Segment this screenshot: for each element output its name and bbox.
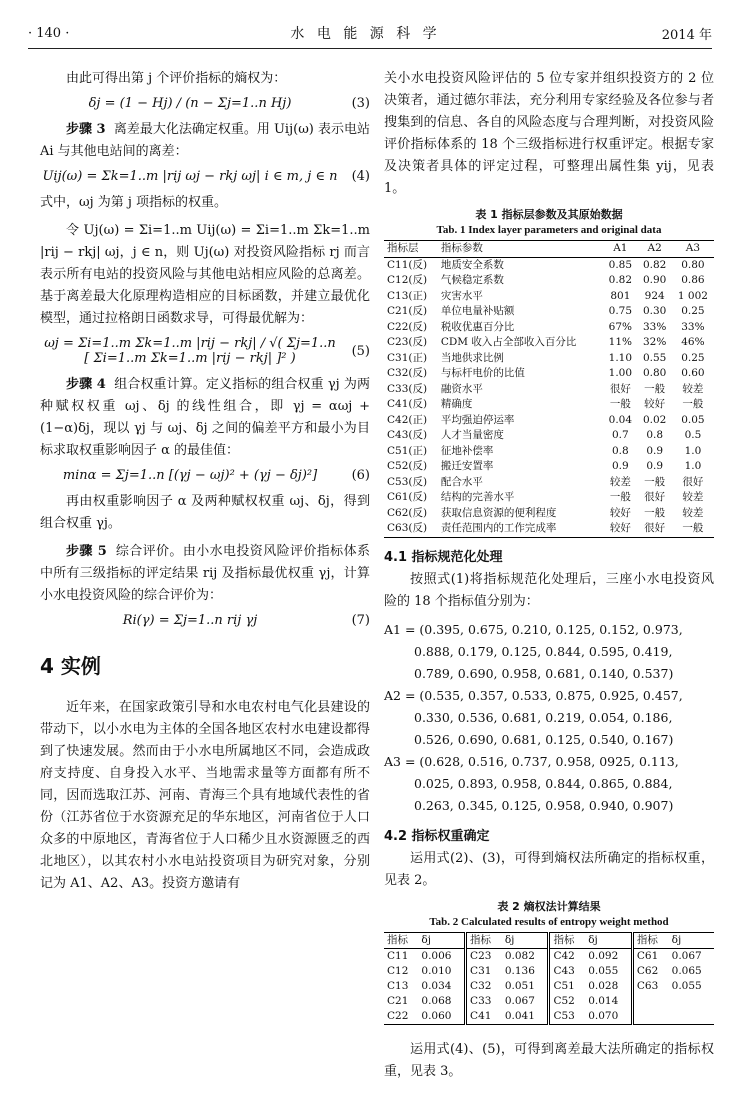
table-cell: 0.136 [504, 964, 535, 977]
step-text: 综合评价。由小水电投资风险评价指标体系中所有三级指标的评定结果 rij 及指标最优权重 γj，计算小水电投资风险的综合评价为： [40, 544, 370, 603]
table-cell: C21(反) [387, 305, 428, 317]
table-row [384, 289, 714, 305]
table-cell: 1.10 [608, 351, 633, 364]
vector-A2 [384, 685, 714, 751]
vector-line: 0.789, 0.690, 0.958, 0.681, 0.140, 0.537) [414, 665, 674, 681]
table-header: 指标层 [387, 242, 419, 254]
table-cell: 1.0 [684, 444, 702, 457]
equation-body: Uij(ω) = Σk=1..m |rij ωj − rkj ωj| i ∈ m, j ∈ n [42, 169, 338, 184]
table-cell: 一般 [644, 506, 666, 519]
table-row [384, 506, 714, 522]
table-2 [384, 932, 714, 1025]
table-cell: C52(反) [387, 460, 428, 472]
step-3 [40, 119, 370, 163]
table-header-row [384, 241, 714, 258]
table-header: 指标 [549, 932, 585, 948]
table-cell: 当地供求比例 [440, 351, 504, 364]
table-cell: 一般 [609, 491, 631, 503]
equation-body: minα = Σj=1..n [(γj − ωj)² + (γj − δj)²] [62, 468, 318, 483]
table-cell: C41(反) [387, 398, 428, 410]
paragraph: 由此可得出第 j 个评价指标的熵权为： [66, 71, 287, 86]
table-cell: 0.070 [588, 1009, 619, 1022]
table-cell: 0.7 [612, 429, 629, 441]
equation-number: (7) [351, 613, 370, 628]
table-cell [632, 994, 668, 1009]
table-cell: 很好 [644, 491, 666, 503]
table-cell: 0.8 [612, 444, 629, 457]
equation-number: (4) [351, 169, 370, 184]
table-row [384, 320, 714, 336]
table-cell: 0.006 [421, 949, 452, 962]
table-cell: C33 [466, 994, 502, 1009]
table-cell: 0.028 [588, 979, 619, 992]
table-cell: C23(反) [387, 336, 428, 348]
table-cell: 1 002 [677, 289, 708, 302]
table-cell: C33(反) [387, 382, 428, 395]
table-cell: C11(反) [387, 258, 428, 271]
table-cell [669, 994, 714, 1009]
vector-line: 0.263, 0.345, 0.125, 0.958, 0.940, 0.907) [414, 797, 674, 813]
paragraph: 运用式(2)、(3)，可得到熵权法所确定的指标权重，见表 2。 [384, 850, 714, 888]
table-cell: 很好 [609, 382, 631, 395]
table-cell: 0.068 [421, 994, 452, 1007]
table-row [384, 304, 714, 320]
step-text: 离差最大化法确定权重。用 Uij(ω) 表示电站 Ai 与其他电站间的离差： [40, 122, 370, 159]
step-5 [40, 541, 370, 607]
table-cell: 33% [643, 320, 667, 333]
table-cell [632, 1009, 668, 1025]
paragraph: 按照式(1)将指标规范化处理后，三座小水电投资风险的 18 个指标值分别为： [384, 571, 714, 609]
table-2-caption-en: Tab. 2 Calculated results of entropy weight method [429, 915, 669, 928]
equation-number: (5) [351, 343, 370, 359]
table-cell: 人才当量密度 [440, 429, 504, 441]
table-cell: 0.86 [681, 274, 705, 286]
table-cell: C22 [387, 1009, 409, 1022]
step-text: 组合权重计算。定义指标的组合权重 γj 为两种赋权权重 ωj、δj 的线性组合，即 γj = αωj + (1−α)δj，现以 γj 与 ωj、δj 之间的偏差平方和最小为目标求取权重影响因子 α 的最佳值： [40, 377, 371, 458]
table-row [384, 366, 714, 382]
paragraph: 关小水电投资风险评估的 5 位专家并组织投资方的 2 位决策者，通过德尔菲法，充分利用专家经验及各位参与者搜集到的信息、各自的风险态度与合理判断，对投资风险评价指标体系的 18 个三级指标进行权重评定。根据专家及决策者具体的评定过程，可整理出属性集 yij，见表 1。 [384, 71, 714, 196]
table-cell: C32(反) [387, 367, 428, 379]
equation-number: (6) [351, 468, 370, 483]
table-cell: 0.051 [504, 979, 535, 992]
table-cell: 较差 [682, 382, 704, 395]
table-cell: 责任范围内的工作完成率 [440, 522, 557, 534]
table-cell: 0.60 [681, 367, 705, 379]
table-cell: C22(反) [387, 320, 428, 333]
vector-A3 [384, 751, 714, 817]
table-cell: 0.5 [684, 429, 702, 441]
table-cell: C11 [387, 949, 409, 962]
table-cell: C63(反) [387, 522, 428, 534]
table-header: δj [421, 933, 431, 946]
table-cell: 平均强迫停运率 [440, 413, 515, 426]
equation-6 [40, 468, 370, 483]
left-column [40, 68, 370, 901]
equation-7 [40, 613, 370, 628]
table-cell: 0.9 [646, 460, 664, 472]
table-row [384, 979, 714, 994]
table-cell: C43(反) [387, 429, 428, 441]
vector-line: A2 = (0.535, 0.357, 0.533, 0.875, 0.925, 0.457, [384, 687, 683, 703]
table-cell: 单位电量补贴额 [440, 305, 515, 317]
table-cell: 1.00 [608, 367, 633, 379]
table-cell: C41 [466, 1009, 502, 1025]
equation-body: Ri(γ) = Σj=1..n rij γj [122, 613, 258, 628]
right-column [384, 68, 714, 1089]
equation-number: (3) [351, 96, 370, 111]
table-1-caption-cn: 表 1 指标层参数及其原始数据 [475, 208, 623, 221]
table-cell: 地质安全系数 [440, 258, 504, 271]
table-cell: 0.010 [421, 964, 452, 977]
table-2-caption-cn: 表 2 熵权法计算结果 [497, 899, 601, 913]
paragraph: 运用式(4)、(5)，可得到离差最大法所确定的指标权重，见表 3。 [384, 1041, 714, 1079]
journal-name: 水 电 能 源 科 学 [290, 26, 441, 42]
table-cell: 0.060 [421, 1009, 452, 1022]
step-4 [40, 374, 370, 462]
table-cell: 33% [681, 320, 705, 333]
table-cell: 融资水平 [440, 382, 483, 395]
table-cell: 1.0 [684, 460, 702, 472]
table-row [384, 948, 714, 964]
table-cell: 灾害水平 [440, 289, 483, 302]
table-cell: 较好 [609, 522, 631, 534]
table-header: 指标 [387, 933, 408, 946]
table-cell: 0.25 [681, 305, 705, 317]
equation-body: δj = (1 − Hj) / (n − Σj=1..n Hj) [88, 96, 292, 111]
table-cell: 924 [644, 289, 665, 302]
vector-A1 [384, 619, 714, 685]
table-cell: 0.30 [642, 305, 667, 317]
vector-line: 0.888, 0.179, 0.125, 0.844, 0.595, 0.419, [414, 643, 673, 659]
table-cell: 较差 [609, 475, 631, 488]
table-cell: C12 [387, 964, 409, 977]
table-header: δj [504, 933, 515, 946]
table-row [384, 257, 714, 273]
vector-line: 0.526, 0.690, 0.681, 0.125, 0.540, 0.167) [414, 731, 674, 747]
table-cell: 32% [643, 336, 667, 348]
table-cell: CDM 收入占全部收入百分比 [440, 336, 577, 348]
table-cell: 0.82 [608, 274, 633, 286]
table-cell: C13 [387, 979, 409, 992]
table-row [384, 413, 714, 429]
table-1 [384, 240, 714, 538]
table-row [384, 335, 714, 351]
page-header [28, 22, 712, 49]
table-cell: 0.05 [681, 413, 705, 426]
step-label: 步骤 4 [66, 377, 106, 392]
table-row [384, 382, 714, 398]
table-header: 指标参数 [440, 242, 483, 254]
vector-line: 0.025, 0.893, 0.958, 0.844, 0.865, 0.884, [414, 775, 673, 791]
table-row [384, 1009, 714, 1025]
table-cell: C42(正) [387, 413, 428, 426]
step-label: 步骤 3 [66, 122, 106, 137]
table-cell: 征地补偿率 [440, 444, 494, 457]
table-cell [669, 1009, 714, 1025]
table-cell: 0.014 [588, 994, 619, 1007]
paragraph: 近年来，在国家政策引导和水电农村电气化县建设的带动下，以小水电为主体的全国各地区农村水电建设都得到了快速发展。然而由于小水电所属地区不同，会造成政府支持度、自身投入水平、当地需求量等方面都有所不同，因而选取江苏、河南、青海三个具有地域代表性的省份（江苏省位于水资源充足的华东地区，河南省位于人口众多的中原地区，青海省位于人口稀少且水资源匮乏的西北地区），以其农村小水电站投资项目为研究对象，分别记为 A1、A2、A3。投资方邀请有 [40, 700, 370, 891]
table-row [384, 444, 714, 460]
step-label: 步骤 5 [66, 544, 107, 559]
table-cell: 很好 [644, 522, 666, 534]
paragraph: 式中，ωj 为第 j 项指标的权重。 [40, 195, 228, 210]
table-cell: 税收优惠百分比 [440, 320, 515, 333]
table-cell: 67% [608, 320, 633, 333]
table-cell: 0.85 [608, 258, 633, 271]
table-cell: 0.82 [642, 258, 667, 271]
table-cell: 0.8 [646, 429, 664, 441]
table-cell: C21 [387, 994, 409, 1007]
table-cell: C62(反) [387, 506, 428, 519]
table-cell: C52 [549, 994, 585, 1009]
table-cell: 0.082 [504, 949, 535, 962]
table-cell: 0.75 [608, 305, 633, 317]
table-cell: 一般 [682, 522, 704, 534]
table-cell: 较差 [682, 506, 704, 519]
table-header: A1 [613, 242, 628, 254]
table-row [384, 428, 714, 444]
table-header: 指标 [466, 932, 502, 948]
table-cell: C43 [549, 964, 585, 979]
table-row [384, 490, 714, 506]
section-title: 4 实例 [40, 654, 101, 678]
table-row [384, 351, 714, 367]
subsection-title: 4.1 指标规范化处理 [384, 549, 503, 565]
table-cell: 气候稳定系数 [440, 274, 504, 286]
table-cell: C53 [549, 1009, 585, 1025]
paragraph: 令 Uj(ω) = Σi=1..m Uij(ω) = Σi=1..m Σk=1..m |rij − rkj| ωj，j ∈ n，则 Uj(ω) 对投资风险指标 rj 而言表示所有电站的投资风险与其他电站相应风险的总离差。基于离差最大化原理构造相应的目标函数，并建立最优化模型，通过拉格朗日函数求导，可得最优解为： [40, 223, 370, 326]
equation-3 [40, 96, 370, 111]
table-cell: 0.065 [671, 964, 702, 977]
table-cell: C31 [466, 964, 502, 979]
table-cell: 0.055 [588, 964, 619, 977]
table-row [384, 964, 714, 979]
table-cell: 0.067 [671, 949, 702, 962]
table-cell: 较差 [682, 491, 704, 503]
table-header: A3 [685, 242, 701, 254]
vector-line: A1 = (0.395, 0.675, 0.210, 0.125, 0.152, 0.973, [384, 621, 683, 637]
equation-body: ωj = Σi=1..m Σk=1..m |rij − rkj| / √( Σj=1..n [ Σi=1..m Σk=1..m |rij − rkj| ]² ) [44, 336, 336, 366]
table-cell: 较好 [609, 506, 631, 519]
table-cell: 0.55 [642, 351, 667, 364]
table-cell: C62 [632, 964, 668, 979]
table-cell: 0.055 [671, 979, 702, 992]
table-cell: C32 [466, 979, 502, 994]
paragraph: 再由权重影响因子 α 及两种赋权权重 ωj、δj，得到组合权重 γj。 [40, 494, 370, 531]
table-cell: 一般 [609, 398, 631, 410]
equation-5 [40, 336, 370, 366]
table-cell: C51 [549, 979, 585, 994]
table-cell: 较好 [644, 398, 666, 410]
table-cell: 801 [610, 289, 631, 302]
table-cell: C63 [632, 979, 668, 994]
table-1-body [384, 257, 714, 537]
table-header-row [384, 932, 714, 948]
table-cell: 0.9 [612, 460, 629, 472]
table-cell: 很好 [682, 475, 704, 488]
table-cell: 0.092 [588, 949, 619, 962]
table-cell: C61 [632, 948, 668, 964]
equation-4 [40, 169, 370, 184]
table-cell: 0.90 [642, 274, 667, 286]
table-cell: 结构的完善水平 [440, 491, 515, 503]
table-cell: 0.25 [681, 351, 705, 364]
table-cell: 0.067 [504, 994, 535, 1007]
table-cell: 搬迁安置率 [440, 460, 494, 472]
table-row [384, 994, 714, 1009]
table-row [384, 459, 714, 475]
table-cell: C13(正) [387, 289, 428, 302]
table-cell: 一般 [644, 382, 666, 395]
table-row [384, 521, 714, 537]
subsection-title: 4.2 指标权重确定 [384, 828, 490, 844]
table-cell: 配合水平 [440, 475, 483, 488]
table-1-caption-en: Tab. 1 Index layer parameters and original data [436, 224, 662, 236]
table-cell: 0.02 [642, 413, 667, 426]
table-header: A2 [647, 242, 662, 254]
table-header: δj [588, 933, 598, 946]
table-cell: C12(反) [387, 274, 428, 286]
table-2-body [384, 948, 714, 1024]
page-number: · 140 · [28, 25, 70, 41]
table-cell: 0.04 [608, 413, 633, 426]
table-row [384, 273, 714, 289]
table-cell: 46% [681, 336, 705, 348]
table-row [384, 475, 714, 491]
vector-line: A3 = (0.628, 0.516, 0.737, 0.958, 0925, 0.113, [384, 753, 679, 769]
table-cell: 11% [608, 336, 633, 348]
table-cell: C61(反) [387, 491, 428, 503]
table-cell: 一般 [644, 475, 666, 488]
table-cell: 与标杆电价的比值 [440, 367, 525, 379]
table-cell: 0.9 [646, 444, 664, 457]
table-cell: C42 [549, 948, 585, 964]
table-row [384, 397, 714, 413]
table-cell: 精确度 [440, 398, 473, 410]
table-cell: 0.80 [681, 258, 705, 271]
table-cell: 0.034 [421, 979, 452, 992]
table-cell: 获取信息资源的便利程度 [440, 506, 557, 519]
table-cell: 0.041 [504, 1009, 535, 1022]
table-cell: 一般 [682, 398, 704, 410]
table-cell: 0.80 [642, 367, 667, 379]
table-cell: C31(正) [387, 351, 428, 364]
table-header: δj [671, 933, 682, 946]
year: 2014 年 [661, 27, 712, 43]
vector-line: 0.330, 0.536, 0.681, 0.219, 0.054, 0.186, [414, 709, 673, 725]
table-cell: C51(正) [387, 444, 428, 457]
table-cell: C53(反) [387, 475, 428, 488]
table-header: 指标 [632, 932, 668, 948]
table-cell: C23 [466, 948, 502, 964]
